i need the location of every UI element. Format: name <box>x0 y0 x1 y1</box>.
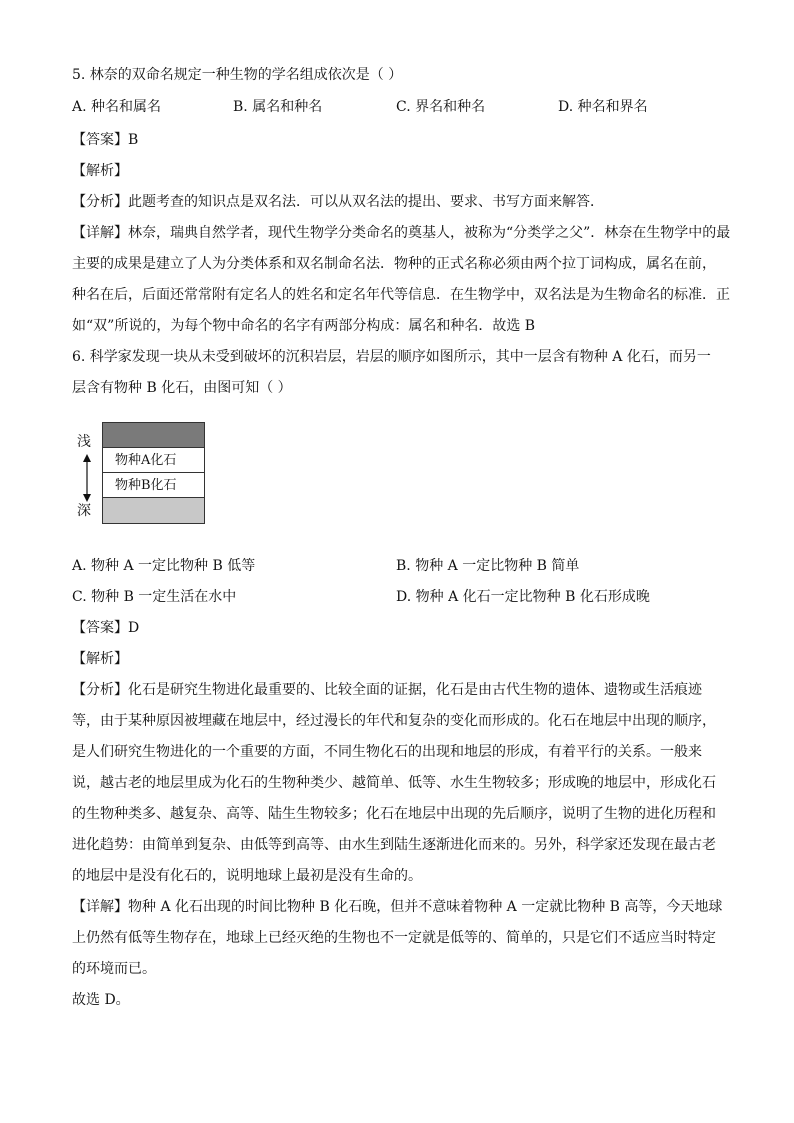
q6-analysis-line: 说，越古老的地层里成为化石的生物种类少、越简单、低等、水生生物较多；形成晚的地层中，形成化石 <box>72 775 716 791</box>
q6-stem-line: 6. 科学家发现一块从未受到破坏的沉积岩层，岩层的顺序如图所示，其中一层含有物种 A 化石，而另一 <box>72 349 711 365</box>
rock-strata-diagram <box>72 420 232 530</box>
q5-option-c: C. 界名和种名 <box>396 99 486 115</box>
q6-analysis-line: 等，由于某种原因被埋藏在地层中，经过漫长的年代和复杂的变化而形成的。化石在地层中出现的顺序， <box>72 713 716 729</box>
shallow-label: 浅 <box>77 434 91 450</box>
q6-option-b: B. 物种 A 一定比物种 B 简单 <box>396 558 580 574</box>
deep-label: 深 <box>77 503 91 519</box>
q6-conclusion: 故选 D。 <box>72 992 130 1008</box>
q5-analysis: 【分析】此题考查的知识点是双名法．可以从双名法的提出、要求、书写方面来解答． <box>72 194 604 210</box>
q5-detail-line: 种名在后，后面还常常附有定名人的姓名和定名年代等信息．在生物学中，双名法是为生物命名的标准．正 <box>72 287 730 303</box>
q6-analysis-label: 【解析】 <box>72 651 128 667</box>
q6-analysis-line: 【分析】化石是研究生物进化最重要的、比较全面的证据，化石是由古代生物的遗体、遗物或生活痕迹 <box>72 682 702 698</box>
q5-detail-line: 主要的成果是建立了人为分类体系和双名制命名法．物种的正式名称必须由两个拉丁词构成，属名在前， <box>72 256 716 272</box>
q6-detail-line: 的环境而已。 <box>72 961 156 977</box>
q6-option-d: D. 物种 A 化石一定比物种 B 化石形成晚 <box>396 589 650 605</box>
q5-analysis-label: 【解析】 <box>72 163 128 179</box>
q5-option-b: B. 属名和种名 <box>233 99 323 115</box>
strata-layer-a: 物种A化石 <box>103 448 204 473</box>
q5-option-a: A. 种名和属名 <box>72 99 162 115</box>
q6-detail-line: 【详解】物种 A 化石出现的时间比物种 B 化石晚，但并不意味着物种 A 一定就比物种 B 高等，今天地球 <box>72 899 723 915</box>
q6-analysis-line: 的地层中是没有化石的，说明地球上最初是没有生命的。 <box>72 868 422 884</box>
q5-answer: 【答案】B <box>72 132 139 148</box>
q6-analysis-line: 是人们研究生物进化的一个重要的方面，不同生物化石的出现和地层的形成，有着平行的关系。一般来 <box>72 744 702 760</box>
strata-layer-bottom <box>103 498 204 523</box>
strata-layer-b: 物种B化石 <box>103 473 204 498</box>
depth-arrow-icon <box>80 454 94 502</box>
strata-column <box>102 422 205 524</box>
q6-option-c: C. 物种 B 一定生活在水中 <box>72 589 237 605</box>
strata-layer-top <box>103 423 204 448</box>
q6-stem-line: 层含有物种 B 化石，由图可知（ ） <box>72 380 292 396</box>
q5-detail-line: 如“双”所说的，为每个物中命名的名字有两部分构成：属名和种名．故选 B <box>72 318 536 334</box>
q5-option-d: D. 种名和界名 <box>558 99 648 115</box>
q6-detail-line: 上仍然有低等生物存在，地球上已经灭绝的生物也不一定就是低等的、简单的，只是它们不适应当时特定 <box>72 930 716 946</box>
q6-analysis-line: 的生物种类多、越复杂、高等、陆生生物较多；化石在地层中出现的先后顺序，说明了生物的进化历程和 <box>72 806 716 822</box>
q6-option-a: A. 物种 A 一定比物种 B 低等 <box>72 558 256 574</box>
q6-answer: 【答案】D <box>72 620 140 636</box>
q6-analysis-line: 进化趋势：由简单到复杂、由低等到高等、由水生到陆生逐渐进化而来的。另外，科学家还发现在最古老 <box>72 837 716 853</box>
q5-stem: 5. 林奈的双命名规定一种生物的学名组成依次是（ ） <box>72 67 403 83</box>
q5-detail-line: 【详解】林奈，瑞典自然学者，现代生物学分类命名的奠基人，被称为“分类学之父”．林奈在生物学中的最 <box>72 225 731 241</box>
